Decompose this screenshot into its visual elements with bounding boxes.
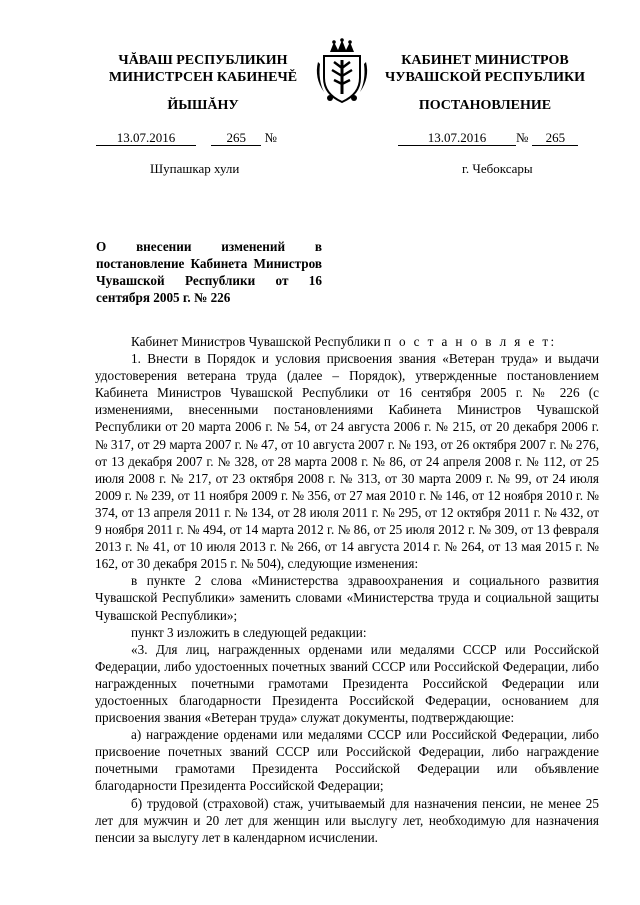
doctype-left: ЙЫШĂНУ [167, 98, 239, 113]
header-left [88, 52, 318, 86]
date-right: 13.07.2016 [398, 130, 516, 146]
date-number-right [398, 130, 602, 146]
header-left-line2: МИНИСТРСЕН КАБИНЕЧĚ [108, 70, 298, 85]
intro-verb: п о с т а н о в л я е т: [383, 334, 557, 349]
intro-paragraph [95, 333, 599, 350]
paragraph-3: пункт 3 изложить в следующей редакции: [131, 624, 367, 640]
paragraph-6: б) трудовой (страховой) стаж, учитываемый для назначения пенсии, не менее 25 лет для мужчин и 20 лет для женщин или выслугу лет, необходимую для назначения пенсии за выслугу лет в календарном исчислении. [95, 795, 599, 845]
header-right-line1: КАБИНЕТ МИНИСТРОВ [401, 53, 569, 68]
date-number-left [96, 130, 316, 146]
paragraph-2: в пункте 2 слова «Министерства здравоохранения и социального развития Чувашской Республики» заменить словами «Министерства труда и социальной защиты Чувашской Республики»; [95, 573, 599, 623]
chuvash-coat-of-arms-icon [310, 38, 374, 108]
header-left-line1: ЧĂВАШ РЕСПУБЛИКИН [118, 53, 288, 68]
no-sign-left: № [264, 130, 277, 145]
number-left: 265 [211, 130, 261, 146]
doctype-right: ПОСТАНОВЛЕНИЕ [418, 98, 552, 113]
place-left: Шупашкар хули [150, 161, 240, 176]
document-body [95, 333, 599, 846]
intro-lead: Кабинет Министров Чувашской Республики [131, 334, 381, 349]
document-title: О внесении изменений в постановление Кабинета Министров Чувашской Республики от 16 сентября 2005 г. № 226 [96, 239, 322, 305]
number-right: 265 [532, 130, 578, 146]
header-right [370, 52, 600, 86]
paragraph-5: а) награждение орденами или медалями СССР или Российской Федерации, либо присвоение почетных званий СССР или Российской Федерации, либо награждение почетными грамотами Президента Российской Федерации или объявление благодарности Президента Российской Федерации; [95, 727, 599, 794]
place-right: г. Чебоксары [462, 161, 533, 176]
date-left: 13.07.2016 [96, 130, 196, 146]
header-right-line2: ЧУВАШСКОЙ РЕСПУБЛИКИ [384, 70, 586, 85]
paragraph-4: «3. Для лиц, награжденных орденами или медалями СССР или Российской Федерации, либо удостоенных почетных званий СССР или Российской Федерации, либо награжденных почетными грамотами Президента Российской Федерации или удостоенных благодарности Президента Российской Федерации, основанием для присвоения звания «Ветеран труда» служат документы, подтверждающие: [95, 641, 599, 726]
paragraph-1: 1. Внести в Порядок и условия присвоения звания «Ветеран труда» и выдачи удостоверения ветерана труда (далее – Порядок), утвержденные постановлением Кабинета Министров Чувашской Республики от 16 сентября 2005 г. № 226 (с изменениями, внесенными постановлениями Кабинета Министров Чувашской Республики от 20 марта 2006 г. № 54, от 24 августа 2006 г. № 215, от 20 декабря 2006 г. № 317, от 29 марта 2007 г. № 47, от 10 августа 2007 г. № 193, от 26 октября 2007 г. № 276, от 13 декабря 2007 г. № 328, от 28 марта 2008 г. № 86, от 24 апреля 2008 г. № 112, от 25 июля 2008 г. № 217, от 23 октября 2008 г. № 313, от 30 марта 2009 г. № 99, от 24 июля 2009 г. № 239, от 11 ноября 2009 г. № 356, от 27 мая 2010 г. № 146, от 12 ноября 2010 г. № 374, от 13 апреля 2011 г. № 134, от 28 июля 2011 г. № 295, от 12 октября 2011 г. № 432, от 9 ноября 2011 г. № 494, от 14 марта 2012 г. № 86, от 25 июля 2012 г. № 309, от 13 февраля 2013 г. № 41, от 10 июля 2013 г. № 266, от 14 августа 2014 г. № 264, от 13 мая 2015 г. № 162, от 30 декабря 2015 г. № 504), следующие изменения: [95, 351, 599, 572]
no-sign-right: № [516, 130, 529, 145]
